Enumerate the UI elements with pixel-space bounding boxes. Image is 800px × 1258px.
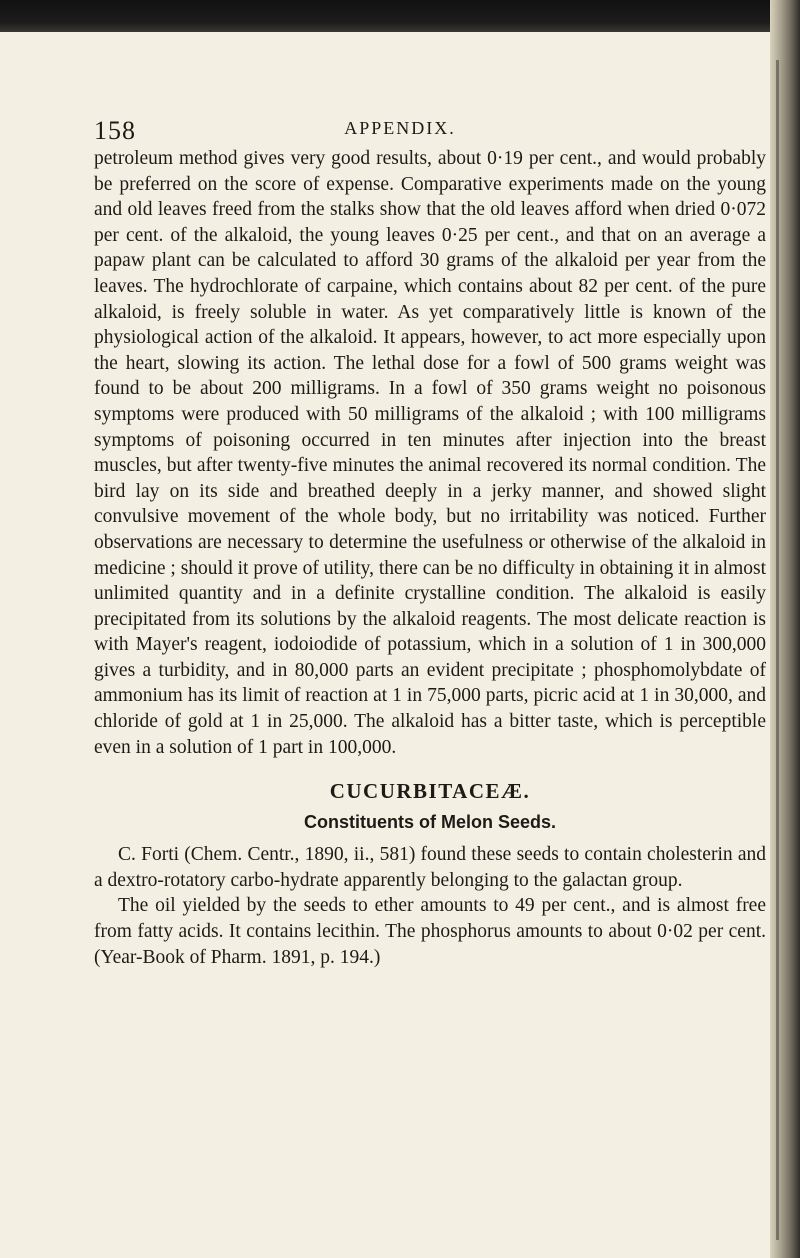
paragraph-forti: C. Forti (Chem. Centr., 1890, ii., 581) found these seeds to contain cholesterin and a dextro-rotatory carbo-hydrate apparently belonging to the galactan group.: [94, 844, 766, 891]
running-head: APPENDIX.: [344, 118, 456, 138]
scan-top-shadow: [0, 0, 800, 32]
scan-right-edge: [770, 0, 800, 1258]
paragraph-carpaine: petroleum method gives very good results, about 0·19 per cent., and would probably be preferred on the score of expense. Comparative experiments made on the young and old leaves freed from the stalks show that the old leaves afford when dried 0·072 per cent. of the alkaloid, the young leaves 0·25 per cent., and that on an average a papaw plant can be calculated to afford 30 grams of the alkaloid per year from the leaves. The hydrochlorate of carpaine, which contains about 82 per cent. of the pure alkaloid, is freely soluble in water. As yet comparatively little is known of the physiological action of the alkaloid. It appears, however, to act more especially upon the heart, slowing its action. The lethal dose for a fowl of 500 grams weight was found to be about 200 milligrams. In a fowl of 350 grams weight no poisonous symptoms were produced with 50 milligrams of the alkaloid ; with 100 milligrams symptoms of poisoning occurred in ten minutes after injection into the breast muscles, but after twenty-five minutes the animal recovered its normal condition. The bird lay on its side and breathed deeply in a jerky manner, and showed slight convulsive movement of the whole body, but no irritability was noticed. Further observations are necessary to determine the usefulness or otherwise of the alkaloid in medicine ; should it prove of utility, there can be no difficulty in obtaining it in almost unlimited quantity and in a definite crystalline condition. The alkaloid is easily precipitated from its solutions by the alkaloid reagents. The most delicate reaction is with Mayer's reagent, iodoiodide of potassium, which in a solution of 1 in 300,000 gives a turbidity, and in 80,000 parts an evident precipitate ; phosphomolybdate of ammonium has its limit of reaction at 1 in 75,000 parts, picric acid at 1 in 30,000, and chloride of gold at 1 in 25,000. The alkaloid has a bitter taste, which is perceptible even in a solution of 1 part in 100,000.: [94, 148, 766, 758]
page-number: 158: [94, 116, 136, 145]
paragraph-oil: The oil yielded by the seeds to ether amounts to 49 per cent., and is almost free from fatty acids. It contains lecithin. The phosphorus amounts to about 0·02 per cent. (Year-Book of Pharm. 1891, p. 194.): [94, 895, 766, 968]
page-body: [94, 146, 766, 970]
section-subheading: Constituents of Melon Seeds.: [303, 812, 557, 833]
section-heading: CUCURBITACEÆ.: [329, 779, 531, 804]
